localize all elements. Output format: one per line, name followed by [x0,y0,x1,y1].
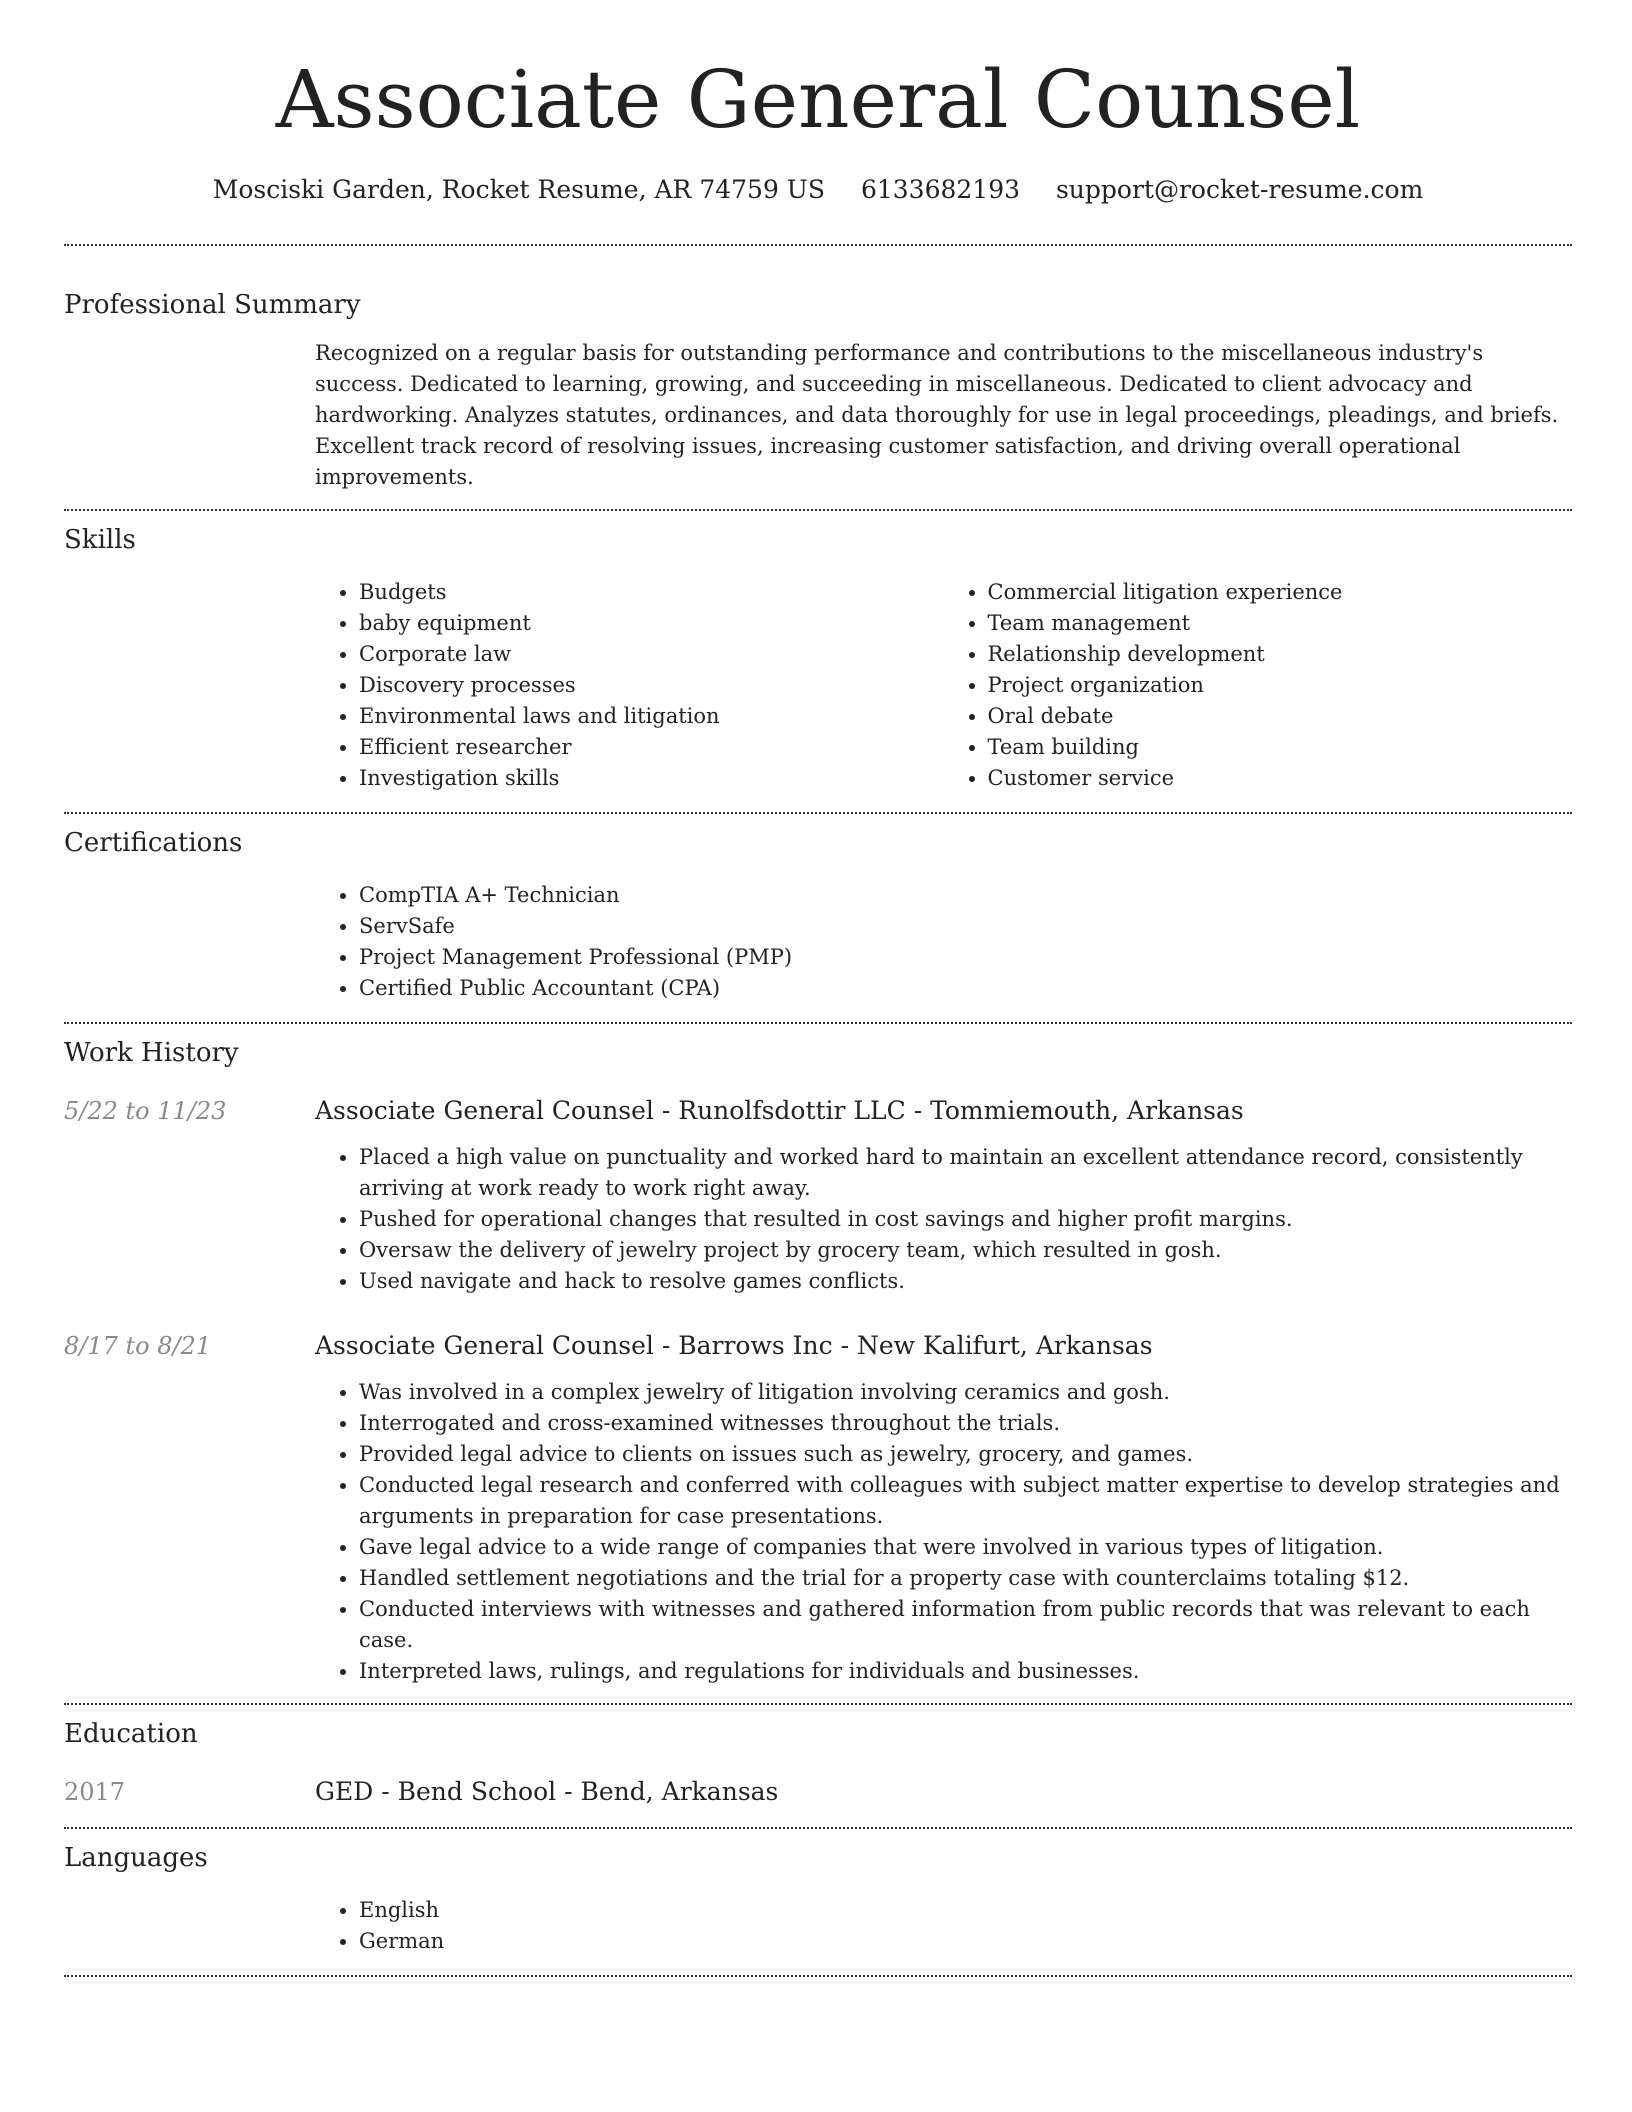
skill-item: • Investigation skills [359,763,944,794]
skill-item: • Team management [988,608,1573,639]
summary-text: Recognized on a regular basis for outstanding performance and contributions to the miscellaneous industry's success. Dedicated to learning, growing, and succeeding in miscellaneous. Dedicated to client advocacy and hardworking. Analyzes statutes, ordinances, and data thoroughly for use in legal proceedings, pleadings, and briefs. Excellent track record of resolving issues, increasing customer satisfaction, and driving overall operational improvements. [315,341,1559,489]
certification-item: • ServSafe [359,911,1572,942]
resume-page [64,0,1572,1977]
summary-section [64,246,1572,493]
skill-item: • Team building [988,732,1573,763]
education-date: 2017 [64,1778,126,1806]
job-bullet: • Interrogated and cross-examined witnesses throughout the trials. [359,1408,1572,1439]
job-bullet: • Was involved in a complex jewelry of litigation involving ceramics and gosh. [359,1377,1572,1408]
education-section [64,1705,1572,1809]
skills-section [64,511,1572,794]
job-title: Associate General Counsel - Runolfsdottir LLC - Tommiemouth, Arkansas [315,1096,1244,1125]
section-title-languages: Languages [64,1843,208,1873]
certification-item: • Project Management Professional (PMP) [359,942,1572,973]
job-bullet: • Pushed for operational changes that resulted in cost savings and higher profit margins. [359,1204,1572,1235]
job-bullet: • Handled settlement negotiations and the trial for a property case with counterclaims totaling $12. [359,1563,1572,1594]
languages-list [315,1895,1572,1957]
section-title-certifications: Certifications [64,828,243,858]
skill-item: • Customer service [988,763,1573,794]
job-bullet: • Conducted legal research and conferred with colleagues with subject matter expertise to develop strategies and arguments in preparation for case presentations. [359,1470,1572,1532]
skills-right-list [944,577,1573,794]
certification-item: • Certified Public Accountant (CPA) [359,973,1572,1004]
resume-header [64,0,1572,208]
languages-section [64,1829,1572,1957]
job-bullet: • Conducted interviews with witnesses and gathered information from public records that was relevant to each case. [359,1594,1572,1656]
contact-address: Mosciski Garden, Rocket Resume, AR 74759 US [212,175,825,204]
job-bullet: • Provided legal advice to clients on issues such as jewelry, grocery, and games. [359,1439,1572,1470]
job-entry [64,1329,1572,1687]
section-title-skills: Skills [64,525,136,555]
job-bullet: • Placed a high value on punctuality and worked hard to maintain an excellent attendance record, consistently arriving at work ready to work right away. [359,1142,1572,1204]
section-title-work-history: Work History [64,1038,239,1068]
job-dates: 5/22 to 11/23 [64,1097,227,1125]
certification-item: • CompTIA A+ Technician [359,880,1572,911]
skill-item: • Budgets [359,577,944,608]
job-bullet: • Interpreted laws, rulings, and regulations for individuals and businesses. [359,1656,1572,1687]
job-dates: 8/17 to 8/21 [64,1332,212,1360]
skill-item: • Corporate law [359,639,944,670]
language-item: • English [359,1895,1572,1926]
job-bullet: • Gave legal advice to a wide range of companies that were involved in various types of litigation. [359,1532,1572,1563]
education-entry [64,1775,1572,1809]
skills-left-list [315,577,944,794]
skill-item: • Efficient researcher [359,732,944,763]
section-title-education: Education [64,1719,198,1749]
certifications-list [315,880,1572,1004]
skill-item: • Relationship development [988,639,1573,670]
certifications-section [64,814,1572,1004]
skill-item: • Commercial litigation experience [988,577,1573,608]
job-bullets [315,1142,1572,1297]
education-title: GED - Bend School - Bend, Arkansas [315,1777,779,1806]
candidate-name: Associate General Counsel [275,53,1361,146]
job-bullet: • Oversaw the delivery of jewelry project by grocery team, which resulted in gosh. [359,1235,1572,1266]
job-title: Associate General Counsel - Barrows Inc - New Kalifurt, Arkansas [315,1331,1153,1360]
job-bullet: • Used navigate and hack to resolve games conflicts. [359,1266,1572,1297]
contact-phone: 6133682193 [860,175,1021,204]
skills-columns [315,577,1572,794]
language-item: • German [359,1926,1572,1957]
section-title-summary: Professional Summary [64,290,361,320]
skill-item: • Project organization [988,670,1573,701]
work-history-section [64,1024,1572,1687]
contact-line [64,172,1572,208]
skill-item: • Discovery processes [359,670,944,701]
section-divider [64,1975,1572,1977]
skill-item: • Oral debate [988,701,1573,732]
skill-item: • baby equipment [359,608,944,639]
job-bullets [315,1377,1572,1687]
skill-item: • Environmental laws and litigation [359,701,944,732]
contact-email: support@rocket-resume.com [1055,175,1424,204]
job-entry [64,1094,1572,1297]
